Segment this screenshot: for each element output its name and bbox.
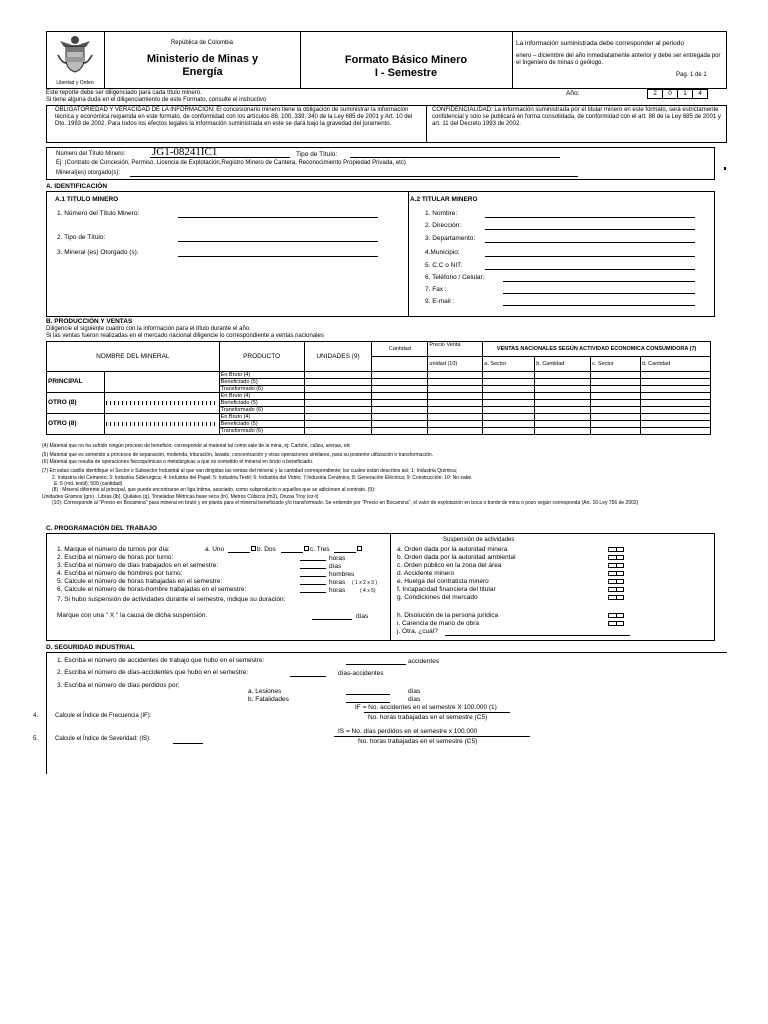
sub-d-qty: d. Cantidad bbox=[641, 357, 711, 372]
if-formula-denominator: No. horas trabajadas en el semestre (C5) bbox=[368, 714, 488, 721]
product-processed: Beneficiado (5) bbox=[219, 379, 304, 386]
sub-b-qty: b. Cantidad bbox=[535, 357, 591, 372]
suspension-g: g. Condiciones del mercado bbox=[397, 594, 478, 601]
injuries-days-field[interactable] bbox=[346, 694, 390, 695]
hours-worked-field[interactable] bbox=[300, 584, 326, 585]
suspension-e-checkbox[interactable] bbox=[608, 579, 624, 584]
hours-per-turn-field[interactable] bbox=[300, 560, 326, 561]
intro-line-1: Este reporte debe ser diligenciado para cada título minero. bbox=[46, 90, 202, 96]
footnote: (5) Material que es sometido a procesos de separación, molienda, trituración, lavado, concentración y otras operaciones similares, para su posterior utilización o transformación. bbox=[42, 452, 434, 459]
lost-days-injuries: a. Lesiones bbox=[248, 688, 282, 695]
severity-index-field[interactable] bbox=[173, 743, 203, 744]
a2-input-7[interactable] bbox=[503, 293, 695, 294]
mark-suspension-label: Marque con una " X " la causa de dicha suspensión. bbox=[57, 612, 208, 619]
suspension-i: i. Carencia de mano de obra bbox=[397, 620, 480, 627]
suspension-b: b. Orden dada por la autoridad ambiental bbox=[397, 554, 516, 561]
suspension-h: h. Disolución de la persona jurídica bbox=[397, 612, 499, 619]
ministry-name: Ministerio de Minas y Energía bbox=[146, 53, 259, 78]
accidents-field[interactable] bbox=[346, 664, 406, 665]
section-d-title: D. SEGURIDAD INDUSTRIAL bbox=[46, 644, 135, 651]
form-subtitle: I - Semestre bbox=[374, 67, 438, 79]
year-digit: 2 bbox=[647, 89, 663, 99]
product-transformed: Transformado (6) bbox=[219, 386, 304, 393]
year-digit: 1 bbox=[678, 89, 693, 99]
turn-three-field[interactable] bbox=[334, 552, 356, 553]
sub-a-sector: a. Sector bbox=[483, 357, 535, 372]
suspension-title: Suspensión de actividades bbox=[443, 537, 515, 543]
suspension-h-checkbox[interactable] bbox=[608, 613, 624, 618]
suspension-b-checkbox[interactable] bbox=[608, 555, 624, 560]
col-price-note: (10) bbox=[447, 361, 458, 367]
c-item-6: 6. Calcule el número de horas-hombre trabajadas en el semestre: bbox=[57, 586, 247, 593]
turn-one: a. Uno bbox=[205, 546, 225, 553]
a2-input-6[interactable] bbox=[503, 281, 695, 282]
c-item-7: 7. Si hubo suspensión de actividades durante el semestre, indique su duración: bbox=[57, 596, 286, 603]
page-number: Pag. 1 de 1 bbox=[676, 72, 707, 78]
man-hours-field[interactable] bbox=[300, 592, 326, 593]
footnote: (10): Corresponde al "Precio en Bocamina" para mineral en bruto y en planta para el mineral beneficiado y/o transformado. Se entiende por "Precio en Bocamina", el valor de explotación en boca o borde de mina o pozo según corresponda (Art. 16 Ley 756 de 2002) bbox=[52, 500, 639, 507]
c-item-2: 2. Escriba el número de horas por turno: bbox=[57, 554, 174, 561]
d-q5: Calcule el Índice de Severidad: (IS): bbox=[55, 736, 151, 742]
a2-input-2[interactable] bbox=[485, 229, 695, 230]
men-per-turn-field[interactable] bbox=[300, 576, 326, 577]
year-digit: 0 bbox=[663, 89, 678, 99]
product-transformed: Transformado (6) bbox=[219, 407, 304, 414]
a1-input-2[interactable] bbox=[178, 241, 378, 242]
suspension-g-checkbox[interactable] bbox=[608, 595, 624, 600]
obligation-text: OBLIGATORIEDAD Y VERACIDAD DE LA INFORMACIÓN: El concesionario minero tiene la obligación de suministrar la información técnica y económica requerida en este formato, de conformidad con los artículos 88, 100, 339, 340 de la Ley 685 de 2001 y Art. 10 del Dto. 1993 de 2002. Para todos los efectos legales la información suministrada en este se dará bajo la gravedad del juramento. bbox=[55, 107, 413, 127]
turn-one-field[interactable] bbox=[228, 552, 250, 553]
period-note: La información suministrada debe corresponder al periodo bbox=[516, 40, 685, 47]
footnote: (7) En estas casilla identifique el Sector o Subsector Industrial al que van dirigidas las ventas del mineral y la cantidad correspondiente; los cuales están descritos así: 1: Industria Química; bbox=[42, 468, 458, 475]
col-product: PRODUCTO bbox=[219, 342, 304, 372]
other-suspension-field[interactable] bbox=[445, 635, 630, 636]
section-b-title: B. PRODUCCIÓN Y VENTAS bbox=[46, 318, 133, 325]
d-q3: 3. Escriba el número de días perdidos por: bbox=[57, 682, 180, 689]
suspension-f: f. Incapacidad financiera del titular bbox=[397, 586, 496, 593]
row-principal: PRINCIPAL bbox=[47, 372, 105, 393]
suspension-i-checkbox[interactable] bbox=[608, 621, 624, 626]
sub-c-sector: c. Sector bbox=[591, 357, 641, 372]
turn-two: b. Dos bbox=[257, 546, 276, 553]
title-type-label: Tipo de Título: bbox=[296, 151, 338, 158]
year-label: Año: bbox=[566, 90, 580, 97]
footnotes bbox=[42, 443, 722, 507]
d-q1: 1. Escriba el número de accidentes de trabajo que hubo en el semestre: bbox=[57, 657, 265, 664]
logo-caption: Libertad y Orden bbox=[56, 80, 94, 86]
year-field[interactable] bbox=[647, 89, 708, 99]
lost-days-fatalities: b. Fatalidades bbox=[248, 696, 289, 703]
a2-field-7: 7. Fax : bbox=[425, 286, 447, 293]
product-processed: Beneficiado (5) bbox=[219, 421, 304, 428]
suspension-j: j. Otra, ¿cuál? bbox=[397, 628, 438, 635]
is-formula-numerator: IS = No. días perdidos en el semestre x 100.000 bbox=[338, 728, 478, 735]
d-q4: Calcule el Índice de Frecuencia (IF): bbox=[55, 713, 152, 719]
c-item-4: 4. Escriba el número de hombres por turno: bbox=[57, 570, 183, 577]
a2-field-4: 4.Municipio: bbox=[425, 249, 460, 256]
product-processed: Beneficiado (5) bbox=[219, 400, 304, 407]
fatalities-days-field[interactable] bbox=[346, 702, 390, 703]
footnote: 2. Industria del Cemento; 3: Industria Siderurgica; 4: Industria del Papel; 5: Industria Textil; 6: Industria del Vidrio; 7:Industria Cerámica; 8: Generación Eléctrica; 9: Construcción: 10: No sabe. bbox=[52, 474, 473, 481]
intro-line-2: Si tiene alguna duda en el diligenciamiento de este Formato, consulte el instructivo bbox=[46, 97, 267, 103]
if-formula-numerator: IF = No. accidentes en el semestre X 100.000 (1) bbox=[355, 704, 497, 711]
c-item-5: 5. Calcule el número de horas trabajadas en el semestre: bbox=[57, 578, 223, 585]
a2-input-4[interactable] bbox=[485, 256, 695, 257]
col-quantity: Cantidad bbox=[372, 342, 428, 357]
year-digit: 4 bbox=[693, 89, 708, 99]
is-formula-denominator: No. horas trabajadas en el semestre (C5) bbox=[358, 738, 478, 745]
suspension-e: e. Huelga del contratista minero bbox=[397, 578, 489, 585]
production-table bbox=[46, 341, 711, 435]
a2-field-8: 9. E-mail : bbox=[425, 298, 455, 305]
a2-field-5: 5. C.C o NIT: bbox=[425, 262, 463, 269]
period-note-2: enero – diciembre del año inmediatamente anterior y debe ser entregada por el Ingeniero de minas o geólogo. bbox=[516, 53, 721, 66]
product-raw: En Bruto (4) bbox=[219, 372, 304, 379]
col-price-unit: unidad bbox=[429, 361, 446, 367]
a1-field-3: 3. Mineral (es) Otorgado (s): bbox=[57, 249, 139, 256]
form-title: Formato Básico Minero bbox=[344, 54, 468, 66]
a1-input-1[interactable] bbox=[178, 217, 378, 218]
footnote: (6) Material que resulta de operaciones fisicoquímicas o metalúrgicas a que es sometido el mineral en bruto o beneficiado. bbox=[42, 458, 314, 465]
row-other-1: OTRO (8) bbox=[47, 393, 105, 414]
a2-field-3: 3. Departamento: bbox=[425, 235, 476, 242]
c-item-3: 3. Escriba el número de días trabajados en el semestre: bbox=[57, 562, 219, 569]
suspension-d: d. Accidente minero bbox=[397, 570, 455, 577]
turn-two-field[interactable] bbox=[281, 552, 303, 553]
title-number-label: Número del Título Minero: bbox=[56, 151, 126, 157]
col-units: UNIDADES (9) bbox=[304, 342, 372, 372]
a2-title: A.2 TITULAR MINERO bbox=[410, 196, 478, 203]
minerals-label: Mineral(es) otorgado(s): bbox=[56, 170, 121, 176]
col-price: Precio Venta bbox=[428, 342, 483, 357]
accident-days-field[interactable] bbox=[290, 676, 326, 677]
title-example: Ej: (Contrato de Concesión, Permiso, Licencia de Explotación,Registro Minero de Cantera, Reconocimiento Propiedad Privada, etc) bbox=[56, 160, 406, 166]
a2-input-3[interactable] bbox=[485, 242, 695, 243]
confidentiality-text: CONFIDENCIALIDAD: La información suministrada por el titular minero en este formato, será estrictamente confidencial y sólo se publicará en forma consolidada, de conformidad con el art. 88 de la Ley 685 de 2001 y art. 11 del Decreto 1993 de 2002. bbox=[432, 107, 721, 127]
coat-of-arms-logo bbox=[52, 33, 98, 79]
suspension-f-checkbox[interactable] bbox=[608, 587, 624, 592]
suspension-a: a. Orden dada por la autoridad minera bbox=[397, 546, 508, 553]
product-transformed: Transformado (6) bbox=[219, 428, 304, 435]
section-c-title: C. PROGRAMACIÓN DEL TRABAJO bbox=[46, 525, 158, 532]
a2-input-8[interactable] bbox=[503, 305, 695, 306]
suspension-a-checkbox[interactable] bbox=[608, 547, 624, 552]
suspension-c-checkbox[interactable] bbox=[608, 563, 624, 568]
a2-field-1: 1. Nombre: bbox=[425, 210, 458, 217]
footnote: E: 5 (md. textil); 500 (cantidad) bbox=[54, 481, 123, 488]
a2-field-2: 2. Dirección: bbox=[425, 222, 462, 229]
a1-field-1: 1. Número del Título Minero: bbox=[57, 210, 140, 217]
c-item-1: 1. Marque el número de turnos por día: bbox=[57, 546, 170, 553]
section-b-line-2: Si las ventas fueron realizadas en el mercado nacional diligencie lo correspondiente a ventas nacionales bbox=[46, 333, 324, 339]
col-sales: VENTAS NACIONALES SEGÚN ACTIVIDAD ECONOMICA CONSUMIDORA (7) bbox=[483, 342, 711, 357]
suspension-c: c. Orden público en la zona del área bbox=[397, 562, 502, 569]
col-mineral: NOMBRE DEL MINERAL bbox=[47, 342, 220, 372]
section-b-line-1: Diligencie el siguiente cuadro con la información para el título durante el año. bbox=[46, 326, 251, 332]
row-other-2: OTRO (8) bbox=[47, 414, 105, 435]
a1-input-3[interactable] bbox=[178, 256, 378, 257]
days-worked-field[interactable] bbox=[300, 568, 326, 569]
a1-field-2: 2. Tipo de Título: bbox=[57, 234, 106, 241]
footnote: Unidades Gramos (grs) , Libras (lb), Quilates (q), Toneladas Métricas base seca (tn), Metros Cúbicos (m3), Onzas Troy (oz-t) bbox=[42, 493, 319, 500]
a2-field-6: 6. Teléfono / Celular: bbox=[425, 274, 485, 281]
product-raw: En Bruto (4) bbox=[219, 393, 304, 400]
footnote: (8) : Mineral diferente al principal, que puede encontrarse en liga íntima, asociado, como subproducto o aquellos que se adicionen al contrato. (9): bbox=[52, 487, 376, 494]
title-number-value[interactable]: JG1-08241IC1 bbox=[152, 146, 218, 158]
d-q2: 2. Escriba el número de días-accidentes que hubo en el semestre: bbox=[57, 669, 249, 676]
section-a-title: A. IDENTIFICACIÓN bbox=[46, 183, 108, 190]
a2-input-5[interactable] bbox=[485, 269, 695, 270]
a2-input-1[interactable] bbox=[485, 217, 695, 218]
turn-three: c. Tres bbox=[310, 546, 330, 553]
product-raw: En Bruto (4) bbox=[219, 414, 304, 421]
footnote: (4) Material que no ha sufrido ningún proceso de beneficio; corresponde al material tal como sale de la mina, ej: Carbón, caliza, arenas, etc bbox=[42, 443, 351, 449]
republic-label: República de Colombia bbox=[170, 40, 234, 46]
a1-title: A.1 TITULO MINERO bbox=[55, 196, 119, 203]
section-a-box bbox=[46, 191, 715, 317]
suspension-d-checkbox[interactable] bbox=[608, 571, 624, 576]
suspension-days-field[interactable] bbox=[312, 619, 352, 620]
